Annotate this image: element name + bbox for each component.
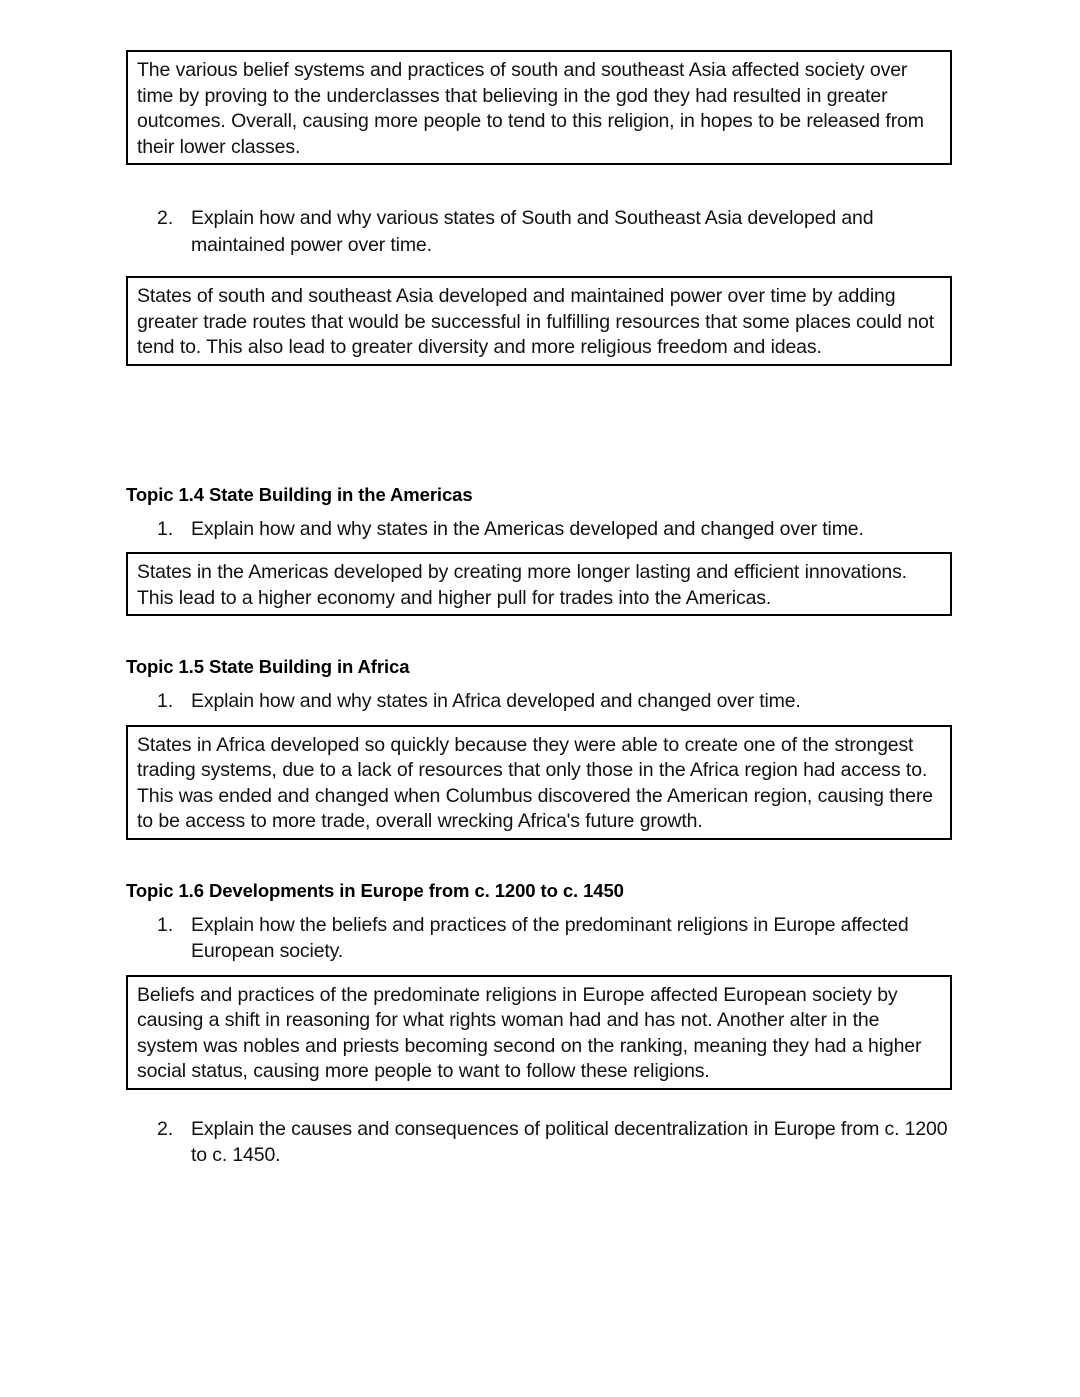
question-americas-1 [126, 516, 952, 543]
answer-box-africa-1[interactable] [126, 725, 952, 840]
answer-box-americas-1[interactable] [126, 552, 952, 616]
question-prompt: Explain how the beliefs and practices of the predominant religions in Europe affected European society. [191, 913, 909, 962]
spacer [126, 258, 952, 276]
spacer [126, 902, 952, 912]
question-africa-1 [126, 688, 952, 715]
answer-text-africa-1: States in Africa developed so quickly because they were able to create one of the strongest trading systems, due to a lack of resources that only those in the Africa region had access to. This was ended and changed when Columbus discovered the American region, causing there to be access to more trade, overall wrecking Africa's future growth. [137, 733, 933, 832]
spacer [126, 965, 952, 975]
question-prompt: Explain how and why states in Africa developed and changed over time. [191, 690, 801, 712]
answer-text-europe-1: Beliefs and practices of the predominate religions in Europe affected European society by causing a shift in reasoning for what rights woman had and has not. Another alter in the system was nobles and priests becoming second on the ranking, meaning they had a higher social status, causing more people to want to follow these religions. [137, 983, 922, 1082]
question-number: 1. [157, 690, 174, 712]
question-prompt: Explain how and why various states of South and Southeast Asia developed and maintained power over time. [191, 207, 874, 256]
question-number: 1. [157, 517, 174, 540]
topic-heading-1-5: Topic 1.5 State Building in Africa [126, 656, 410, 677]
question-europe-1 [126, 912, 952, 965]
question-number: 1. [157, 913, 174, 936]
answer-text-americas-1: States in the Americas developed by creating more longer lasting and efficient innovations. This lead to a higher economy and higher pull for trades into the Americas. [137, 561, 907, 609]
answer-text-asia-2: States of south and southeast Asia developed and maintained power over time by adding greater trade routes that would be successful in fulfilling resources that some places could not tend to. This also lead to greater diversity and more religious freedom and ideas. [137, 285, 935, 358]
question-prompt: Explain the causes and consequences of political decentralization in Europe from c. 1200 to c. 1450. [191, 1117, 948, 1166]
question-number: 2. [157, 1117, 174, 1140]
spacer [126, 366, 952, 484]
spacer [126, 616, 952, 656]
spacer [126, 715, 952, 725]
spacer [126, 165, 952, 205]
document-content [126, 50, 952, 1169]
spacer [126, 678, 952, 688]
question-asia-2 [126, 205, 952, 258]
question-number: 2. [157, 207, 174, 229]
spacer [126, 1090, 952, 1116]
answer-text-asia-1: The various belief systems and practices of south and southeast Asia affected society over time by proving to the underclasses that believing in the god they had resulted in greater outcomes. Overall, causing more people to tend to this religion, in hopes to be released from their lower classes. [137, 59, 924, 158]
question-europe-2 [126, 1116, 952, 1169]
answer-box-asia-1[interactable] [126, 50, 952, 165]
topic-heading-1-4: Topic 1.4 State Building in the Americas [126, 483, 473, 505]
topic-heading-1-6: Topic 1.6 Developments in Europe from c. 1200 to c. 1450 [126, 879, 624, 901]
answer-box-europe-1[interactable] [126, 975, 952, 1090]
spacer [126, 506, 952, 516]
spacer [126, 542, 952, 552]
question-prompt: Explain how and why states in the Americas developed and changed over time. [191, 517, 864, 540]
answer-box-asia-2[interactable] [126, 276, 952, 366]
spacer [126, 840, 952, 880]
